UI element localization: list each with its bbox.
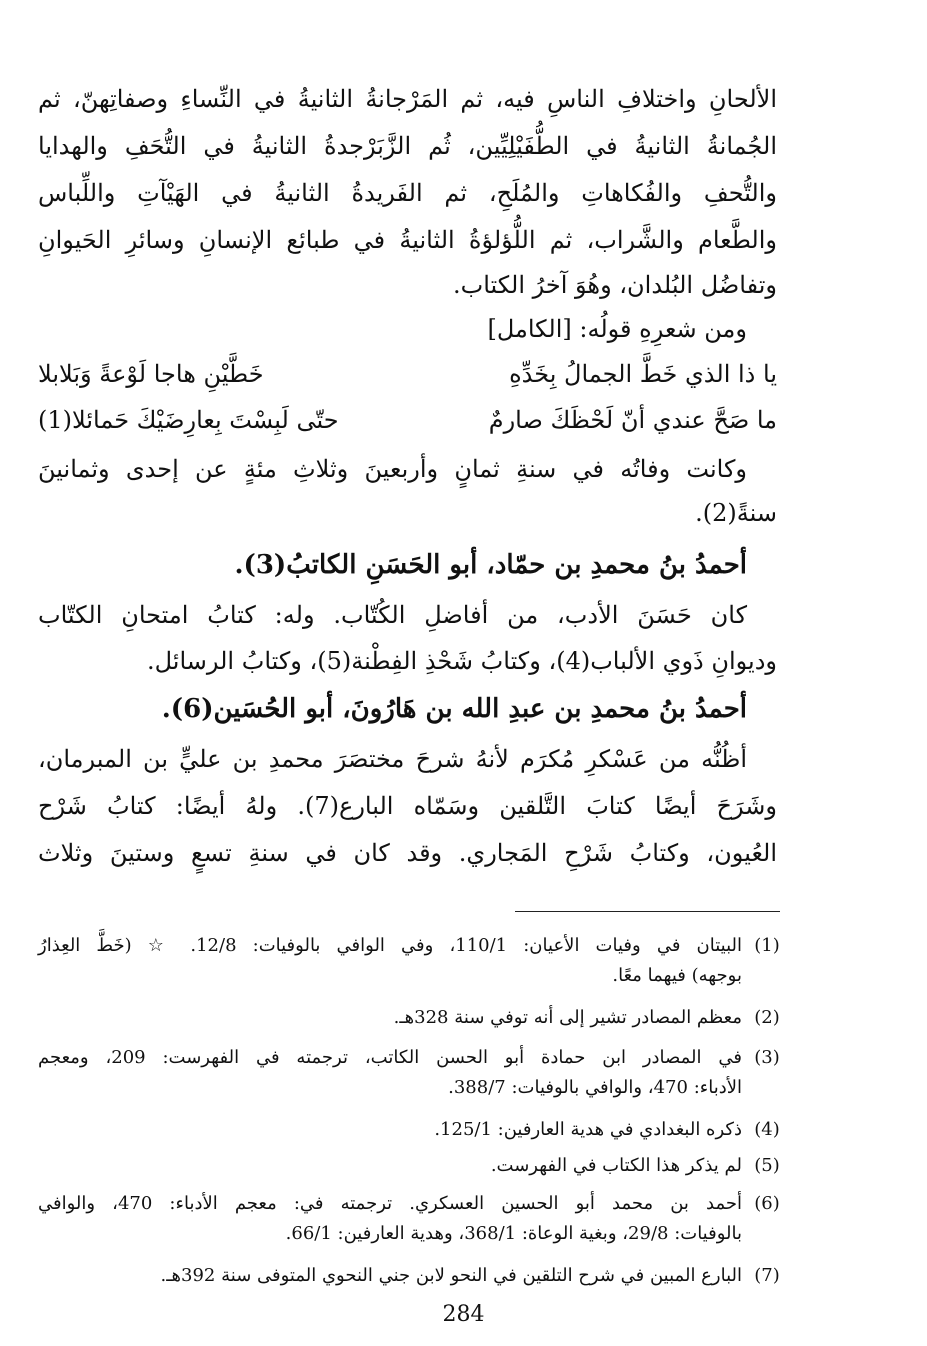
footnote-number: (6): [754, 1193, 780, 1214]
body-line: وديوانِ ذَوي الألباب(4)، وكتابُ شَحْذِ الفِطْنة(5)، وكتابُ الرسائل.: [146, 647, 777, 675]
footnote-text: الأدباء: 470، والوافي بالوفيات: 388/7.: [448, 1077, 742, 1098]
footnote: [38, 1264, 927, 1294]
body-line: الألحانِ واختلافِ الناسِ فيه، ثم المَرْجانةُ الثانيةُ في النِّساءِ وصفاتِهنّ، ثم: [38, 85, 778, 113]
body-line: والطَّعام والشَّراب، ثم اللُّؤلؤةُ الثانيةُ في طبائع الإنسانِ وسائرِ الحَيوانِ: [38, 226, 777, 254]
footnote: [38, 934, 927, 994]
body-line: أظُنُّه من عَسْكرِ مُكرَم لأنهُ شرحَ مختصَرَ محمدِ بن عليٍّ بن المبرمان،: [38, 745, 747, 773]
footnote-text: بوجهه) فيهما معًا.: [612, 965, 742, 986]
footnote-text: معظم المصادر تشير إلى أنه توفي سنة 328هـ.: [393, 1007, 742, 1028]
footnote-text: لم يذكر هذا الكتاب في الفهرست.: [490, 1155, 742, 1176]
footnote-number: (2): [754, 1007, 780, 1028]
footnote-number: (7): [754, 1265, 780, 1286]
verse-first-hemistich: ما صَحَّ عندي أنّ لَحْظَكَ صارمٌ: [488, 406, 777, 434]
verse-first-hemistich: يا ذا الذي خَطَّ الجمالُ بِخَدِّهِ: [509, 360, 777, 388]
verse-second-hemistich: حتّى لَبِسْتَ بِعارِضَيْكَ حَمائلا(1): [38, 406, 339, 434]
footnote-separator: [515, 911, 780, 912]
verse-second-hemistich: خَطَّيْنِ هاجا لَوْعةً وَبَلابلا: [38, 360, 264, 388]
body-line: وتفاضُل البُلدان، وهُوَ آخرُ الكتاب.: [453, 271, 777, 299]
body-line: الجُمانةُ الثانيةُ في الطُّفَيْلِيِّين، ثُم الزَّبَرْجدةُ الثانيةُ في التُّحَفِ والهدايا: [38, 132, 777, 160]
poem-intro: ومن شعرِهِ قولُه: [الكامل]: [487, 315, 747, 343]
footnote: [38, 1192, 927, 1252]
footnote: [38, 1006, 927, 1036]
body-line: وكانت وفاتُه في سنةِ ثمانٍ وأربعينَ وثلاثِ مئةٍ عن إحدى وثمانينَ: [38, 455, 747, 483]
footnote-text: أحمد بن محمد أبو الحسين العسكري. ترجمته في: معجم الأدباء: 470، والوافي: [38, 1193, 742, 1214]
body-line: العُيون، وكتابُ شَرْحِ المَجاري. وقد كان في سنةِ تسعٍ وستينَ وثلاث: [38, 839, 777, 867]
footnote: [38, 1046, 927, 1106]
footnote-text: البيتان في وفيات الأعيان: 110/1، وفي الوافي بالوفيات: 12/8. ☆ (خَطَّ العِذارُ: [38, 935, 743, 956]
body-line: وشَرَحَ أيضًا كتابَ التَّلقين وسَمّاه البارع(7). ولهُ أيضًا: كتابُ شَرْح: [38, 792, 777, 820]
entry-heading: أحمدُ بنُ محمدِ بن حمّاد، أبو الحَسَنِ الكاتبُ(3).: [234, 550, 747, 580]
footnote-number: (1): [754, 935, 780, 956]
footnote: [38, 1154, 927, 1184]
entry-heading: أحمدُ بنُ محمدِ بن عبدِ الله بن هَارُونَ، أبو الحُسَين(6).: [161, 694, 747, 724]
footnote-text: بالوفيات: 29/8، وبغية الوعاة: 368/1، وهدية العارفين: 66/1.: [285, 1223, 742, 1244]
page-number: 284: [442, 1302, 485, 1327]
footnote: [38, 1118, 927, 1148]
footnote-number: (5): [754, 1155, 780, 1176]
footnote-text: ذكره البغدادي في هدية العارفين: 125/1.: [434, 1119, 742, 1140]
body-line: والتُّحفِ والفُكاهاتِ والمُلَحِ، ثم الفَريدةُ الثانيةُ في الهَيْآتِ واللِّباس: [38, 179, 777, 207]
footnote-text: البارع المبين في شرح التلقين في النحو لابن جني النحوي المتوفى سنة 392هـ.: [160, 1265, 742, 1286]
body-line: سنةً(2).: [695, 499, 777, 527]
body-line: كان حَسَنَ الأدب، من أفاضلِ الكُتّاب. وله: كتابُ امتحانِ الكتّاب: [38, 601, 747, 629]
footnote-number: (4): [754, 1119, 780, 1140]
footnote-text: في المصادر ابن حمادة أبو الحسن الكاتب، ترجمته في الفهرست: 209، ومعجم: [38, 1047, 742, 1068]
footnote-number: (3): [754, 1047, 780, 1068]
